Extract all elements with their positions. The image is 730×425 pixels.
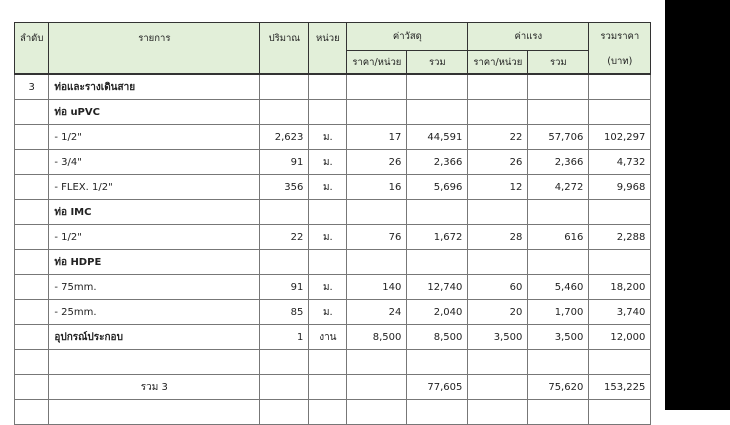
cell-total: 153,225 bbox=[589, 375, 651, 400]
table-row bbox=[15, 225, 651, 250]
table-row bbox=[15, 100, 651, 125]
cell-total bbox=[589, 400, 651, 425]
cell-mt bbox=[407, 400, 468, 425]
cell-total: 12,000 bbox=[589, 325, 651, 350]
cell-lt: 5,460 bbox=[528, 275, 589, 300]
cell-unit bbox=[309, 350, 347, 375]
cell-lt: 75,620 bbox=[528, 375, 589, 400]
cell-item: อุปกรณ์ประกอบ bbox=[49, 325, 260, 350]
cell-lt: 1,700 bbox=[528, 300, 589, 325]
cell-mt: 44,591 bbox=[407, 125, 468, 150]
cell-no bbox=[15, 200, 49, 225]
cell-qty: 91 bbox=[260, 150, 309, 175]
col-total: รวมราคา bbox=[589, 23, 651, 51]
cell-item: - 25mm. bbox=[49, 300, 260, 325]
table-row bbox=[15, 125, 651, 150]
cell-no bbox=[15, 400, 49, 425]
cell-item: - 1/2" bbox=[49, 125, 260, 150]
cell-item: ท่อ IMC bbox=[49, 200, 260, 225]
cell-unit bbox=[309, 200, 347, 225]
col-labor-unit-price: ราคา/หน่วย bbox=[468, 51, 528, 75]
cell-total bbox=[589, 350, 651, 375]
cell-mp bbox=[347, 74, 407, 100]
cell-total: 2,288 bbox=[589, 225, 651, 250]
cell-lp: 26 bbox=[468, 150, 528, 175]
cell-lt bbox=[528, 400, 589, 425]
cell-mp: 140 bbox=[347, 275, 407, 300]
cell-total: 9,968 bbox=[589, 175, 651, 200]
cell-lp bbox=[468, 250, 528, 275]
table-row bbox=[15, 350, 651, 375]
cell-qty: 91 bbox=[260, 275, 309, 300]
cell-lp: 20 bbox=[468, 300, 528, 325]
cell-item bbox=[49, 400, 260, 425]
col-labor-sum: รวม bbox=[528, 51, 589, 75]
cell-lt bbox=[528, 74, 589, 100]
black-margin bbox=[665, 0, 730, 410]
cell-item: - 1/2" bbox=[49, 225, 260, 250]
table-row bbox=[15, 175, 651, 200]
cell-qty bbox=[260, 74, 309, 100]
table-row bbox=[15, 325, 651, 350]
cell-no bbox=[15, 100, 49, 125]
cell-lp bbox=[468, 200, 528, 225]
cell-unit bbox=[309, 375, 347, 400]
cell-qty bbox=[260, 200, 309, 225]
cell-no bbox=[15, 325, 49, 350]
col-total-unit: (บาท) bbox=[589, 51, 651, 75]
cell-item: ท่อและรางเดินสาย bbox=[49, 74, 260, 100]
cell-mt: 2,040 bbox=[407, 300, 468, 325]
cell-qty bbox=[260, 400, 309, 425]
cell-qty bbox=[260, 350, 309, 375]
cell-no bbox=[15, 175, 49, 200]
cell-total: 3,740 bbox=[589, 300, 651, 325]
cell-lt: 57,706 bbox=[528, 125, 589, 150]
cell-lp bbox=[468, 350, 528, 375]
cell-lp bbox=[468, 74, 528, 100]
cell-no bbox=[15, 150, 49, 175]
cell-unit: ม. bbox=[309, 275, 347, 300]
table-row bbox=[15, 150, 651, 175]
cell-unit bbox=[309, 400, 347, 425]
cell-mt: 5,696 bbox=[407, 175, 468, 200]
cell-mp: 17 bbox=[347, 125, 407, 150]
cell-unit bbox=[309, 100, 347, 125]
col-unit: หน่วย bbox=[309, 23, 347, 75]
table-row bbox=[15, 200, 651, 225]
cell-mp: 8,500 bbox=[347, 325, 407, 350]
cell-mp bbox=[347, 200, 407, 225]
cell-unit: ม. bbox=[309, 150, 347, 175]
cell-total bbox=[589, 74, 651, 100]
cell-lt bbox=[528, 350, 589, 375]
cell-lp: 3,500 bbox=[468, 325, 528, 350]
cell-lt bbox=[528, 100, 589, 125]
cell-item bbox=[49, 350, 260, 375]
cell-mt bbox=[407, 74, 468, 100]
cell-mp: 24 bbox=[347, 300, 407, 325]
cell-no bbox=[15, 375, 49, 400]
cell-mt bbox=[407, 350, 468, 375]
cell-mp bbox=[347, 250, 407, 275]
cell-no bbox=[15, 225, 49, 250]
cell-lp: 22 bbox=[468, 125, 528, 150]
cell-qty: 2,623 bbox=[260, 125, 309, 150]
table-row bbox=[15, 300, 651, 325]
cell-item: - 3/4" bbox=[49, 150, 260, 175]
cell-unit: ม. bbox=[309, 225, 347, 250]
cell-mt: 8,500 bbox=[407, 325, 468, 350]
cell-qty bbox=[260, 250, 309, 275]
cell-lp: 12 bbox=[468, 175, 528, 200]
cell-item: - 75mm. bbox=[49, 275, 260, 300]
cell-lt bbox=[528, 250, 589, 275]
cell-mt: 2,366 bbox=[407, 150, 468, 175]
cell-no bbox=[15, 250, 49, 275]
cell-unit: ม. bbox=[309, 125, 347, 150]
cell-qty: 356 bbox=[260, 175, 309, 200]
cell-lp bbox=[468, 400, 528, 425]
cell-mt: 1,672 bbox=[407, 225, 468, 250]
cell-lt: 4,272 bbox=[528, 175, 589, 200]
cell-lt: 616 bbox=[528, 225, 589, 250]
cell-unit: ม. bbox=[309, 300, 347, 325]
table-row bbox=[15, 375, 651, 400]
cell-qty: 85 bbox=[260, 300, 309, 325]
cell-mp bbox=[347, 100, 407, 125]
cell-mt bbox=[407, 200, 468, 225]
cell-qty: 1 bbox=[260, 325, 309, 350]
cell-unit: ม. bbox=[309, 175, 347, 200]
cell-item: รวม 3 bbox=[49, 375, 260, 400]
cell-mp: 76 bbox=[347, 225, 407, 250]
cell-item: ท่อ HDPE bbox=[49, 250, 260, 275]
col-qty: ปริมาณ bbox=[260, 23, 309, 75]
cell-mp: 16 bbox=[347, 175, 407, 200]
cell-mp bbox=[347, 350, 407, 375]
cell-mp bbox=[347, 400, 407, 425]
cell-qty: 22 bbox=[260, 225, 309, 250]
cell-mt bbox=[407, 250, 468, 275]
cell-mp: 26 bbox=[347, 150, 407, 175]
cell-mt: 77,605 bbox=[407, 375, 468, 400]
table-row bbox=[15, 74, 651, 100]
cell-no bbox=[15, 275, 49, 300]
cell-total: 4,732 bbox=[589, 150, 651, 175]
cell-lp: 60 bbox=[468, 275, 528, 300]
table-row bbox=[15, 250, 651, 275]
cell-item: ท่อ uPVC bbox=[49, 100, 260, 125]
cell-lt: 2,366 bbox=[528, 150, 589, 175]
cell-unit: งาน bbox=[309, 325, 347, 350]
cell-no bbox=[15, 300, 49, 325]
table-row bbox=[15, 400, 651, 425]
col-item: รายการ bbox=[49, 23, 260, 75]
cell-mt: 12,740 bbox=[407, 275, 468, 300]
cell-qty bbox=[260, 375, 309, 400]
cell-lt bbox=[528, 200, 589, 225]
cell-mt bbox=[407, 100, 468, 125]
cell-mp bbox=[347, 375, 407, 400]
cell-lt: 3,500 bbox=[528, 325, 589, 350]
table-row bbox=[15, 275, 651, 300]
cell-total: 18,200 bbox=[589, 275, 651, 300]
cell-qty bbox=[260, 100, 309, 125]
col-material-unit-price: ราคา/หน่วย bbox=[347, 51, 407, 75]
cell-lp bbox=[468, 375, 528, 400]
cell-lp: 28 bbox=[468, 225, 528, 250]
col-material: ค่าวัสดุ bbox=[347, 23, 468, 51]
col-labor: ค่าแรง bbox=[468, 23, 589, 51]
cell-lp bbox=[468, 100, 528, 125]
cell-total bbox=[589, 250, 651, 275]
col-material-sum: รวม bbox=[407, 51, 468, 75]
cell-unit bbox=[309, 74, 347, 100]
cell-no bbox=[15, 350, 49, 375]
cell-total bbox=[589, 100, 651, 125]
cell-unit bbox=[309, 250, 347, 275]
cell-total bbox=[589, 200, 651, 225]
col-no: ลำดับ bbox=[15, 23, 49, 75]
cell-no: 3 bbox=[15, 74, 49, 100]
cost-table bbox=[14, 22, 651, 425]
cell-total: 102,297 bbox=[589, 125, 651, 150]
cell-no bbox=[15, 125, 49, 150]
cell-item: - FLEX. 1/2" bbox=[49, 175, 260, 200]
